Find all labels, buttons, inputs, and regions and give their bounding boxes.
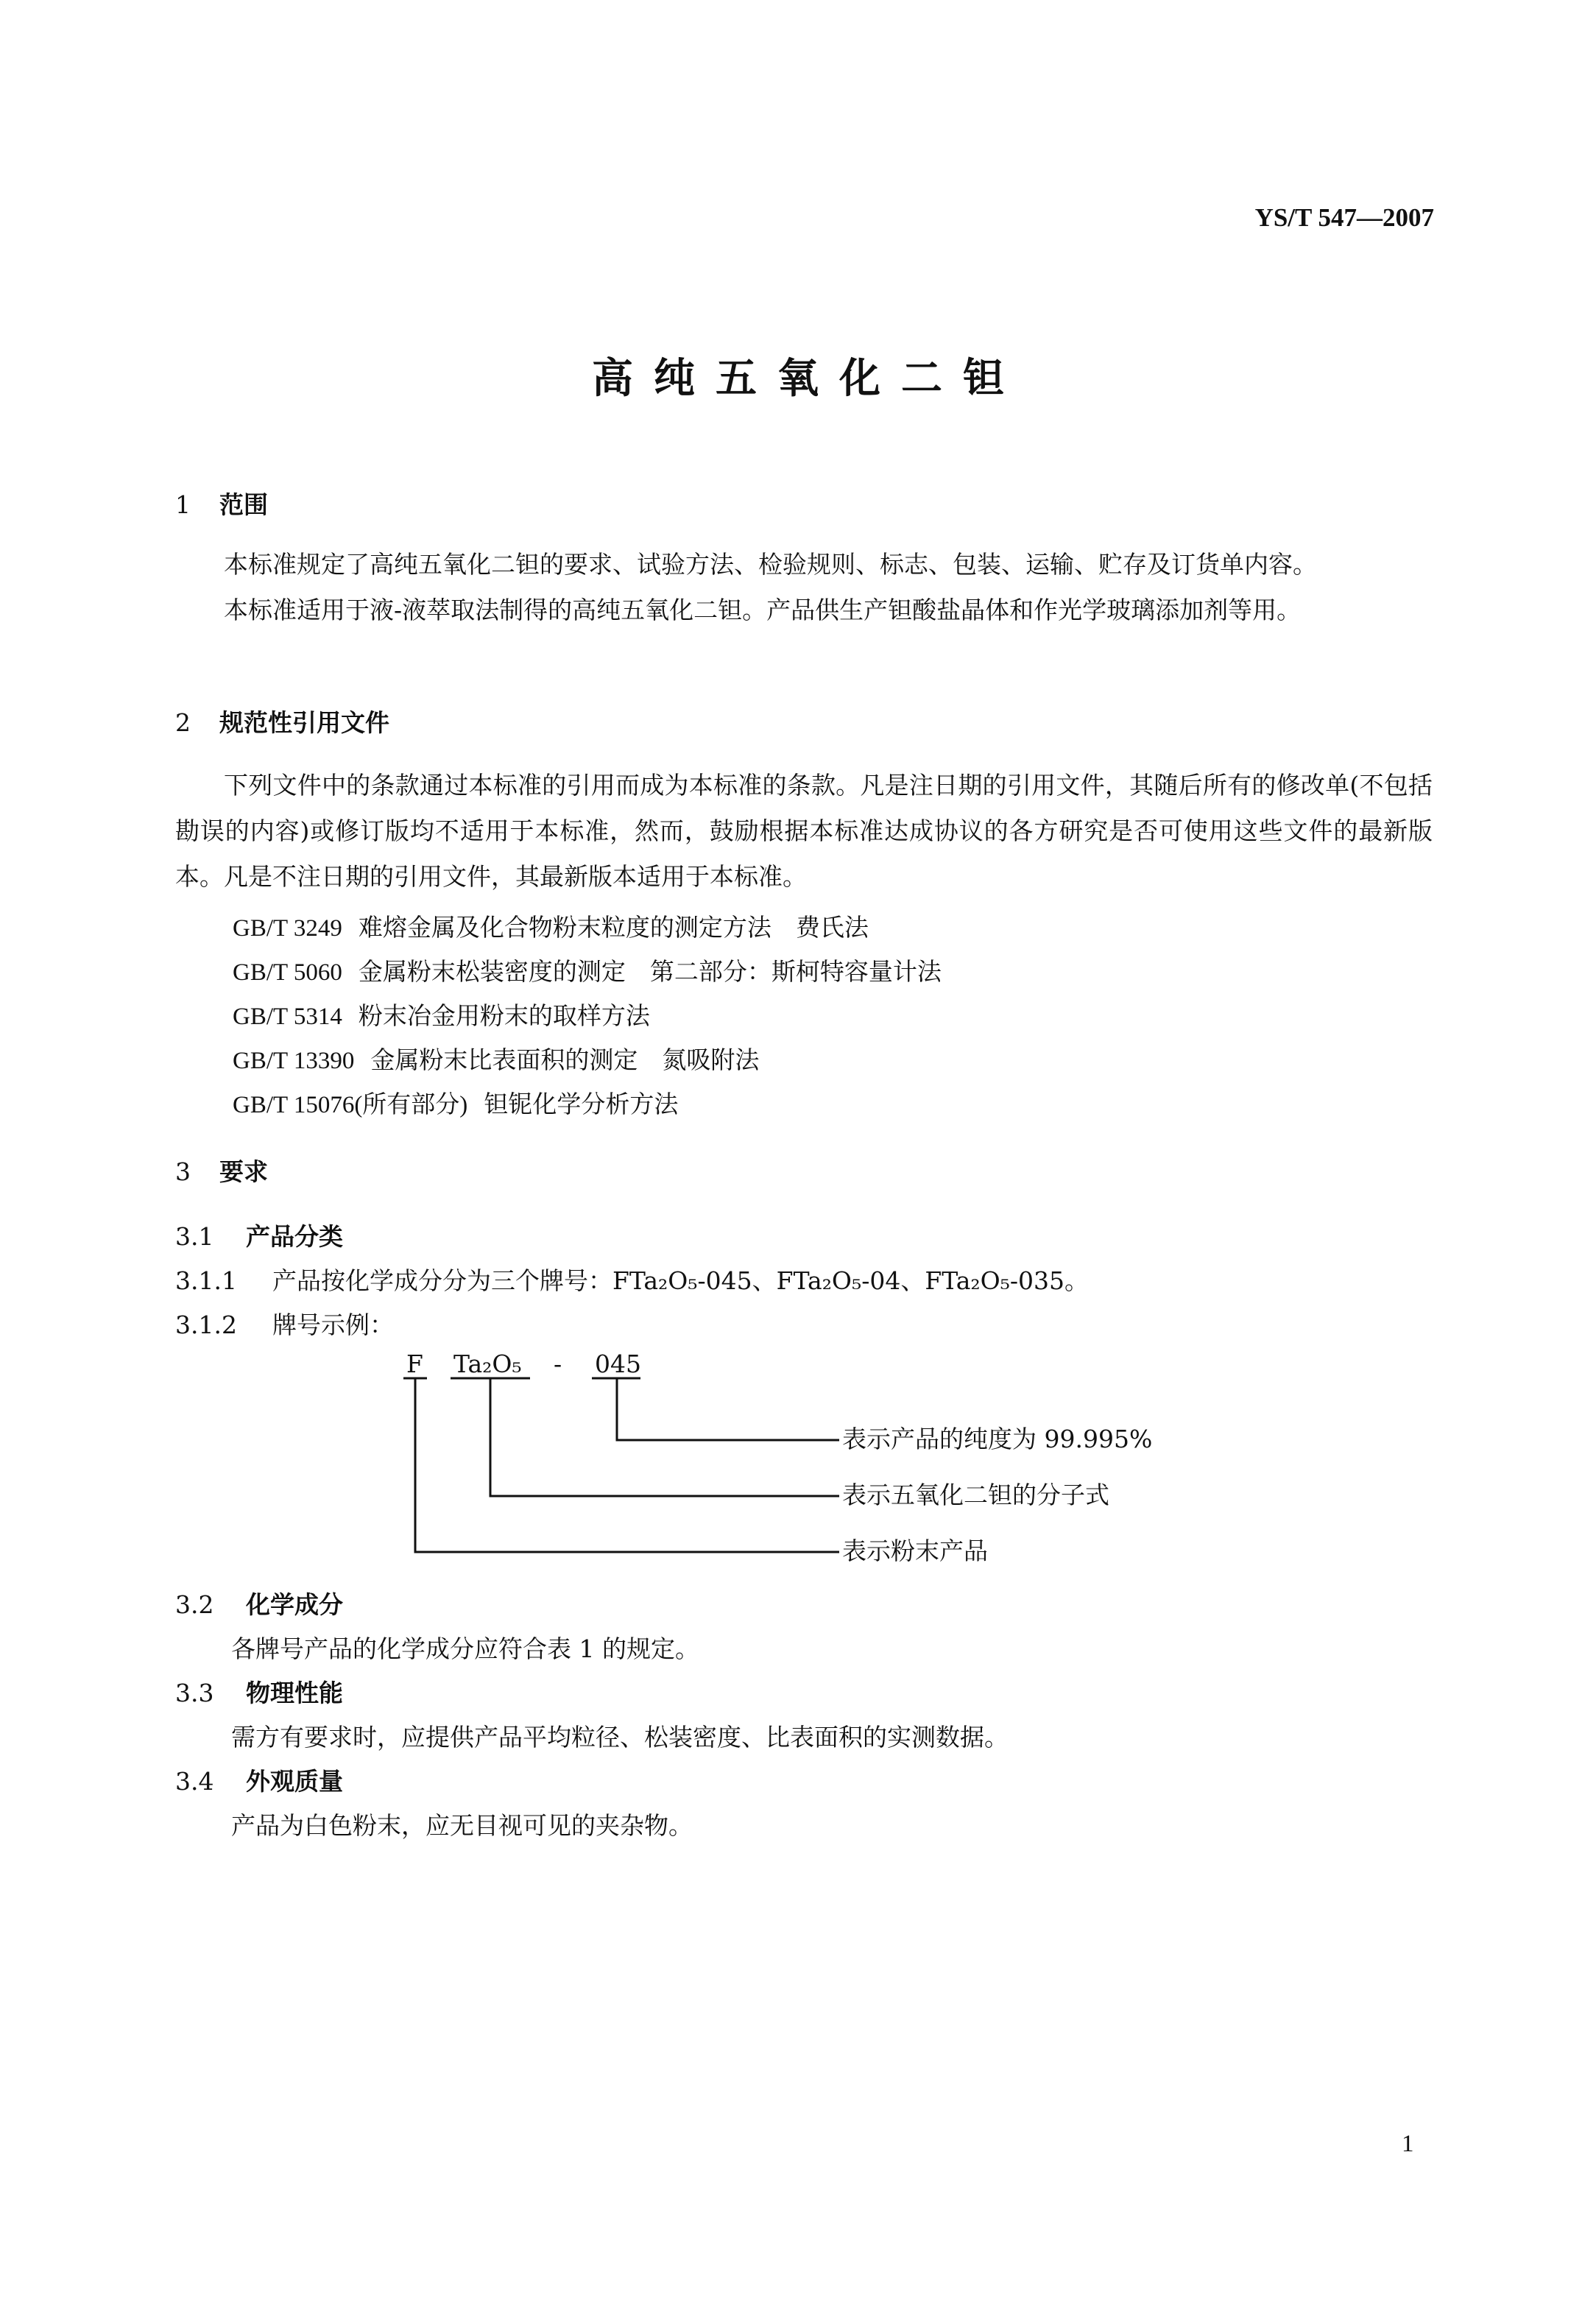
reference-code: GB/T 5314 — [233, 1003, 342, 1030]
powder-label: 表示粉末产品 — [842, 1537, 988, 1565]
clause-text: 产品按化学成分分为三个牌号：FTa₂O₅-045、FTa₂O₅-04、FTa₂O₅-035。 — [272, 1266, 1090, 1295]
clause-text: 牌号示例： — [272, 1310, 394, 1339]
reference-title: 粉末冶金用粉末的取样方法 — [358, 1001, 650, 1030]
subsection-title: 产品分类 — [246, 1222, 343, 1251]
leader-line-grade — [617, 1378, 839, 1440]
reference-code: GB/T 5060 — [233, 959, 342, 986]
reference-item — [233, 1085, 678, 1120]
reference-code: GB/T 15076(所有部分) — [233, 1092, 468, 1118]
reference-title: 难熔金属及化合物粉末粒度的测定方法 费氏法 — [358, 913, 869, 942]
formula-label: 表示五氧化二钽的分子式 — [842, 1481, 1109, 1509]
section-1-body — [175, 542, 1433, 633]
subsection-3-1-heading — [175, 1218, 343, 1252]
paragraph: 下列文件中的条款通过本标准的引用而成为本标准的条款。凡是注日期的引用文件，其随后所有的修改单(不包括勘误的内容)或修订版均不适用于本标准，然而，鼓励根据本标准达成协议的各方研究是否可使用这些文件的最新版本。凡是不注日期的引用文件，其最新版本适用于本标准。 — [175, 771, 1433, 891]
subsection-title: 外观质量 — [246, 1767, 343, 1796]
reference-code: GB/T 13390 — [233, 1048, 355, 1074]
subsection-3-4-text: 产品为白色粉末，应无目视可见的夹杂物。 — [231, 1811, 693, 1840]
subsection-3-4-heading — [175, 1763, 343, 1797]
section-number: 1 — [175, 490, 191, 519]
leader-line-f — [415, 1378, 839, 1552]
clause-3-1-2 — [175, 1306, 394, 1341]
brand-part-grade: 045 — [595, 1350, 641, 1378]
subsection-3-3-text: 需方有要求时，应提供产品平均粒径、松装密度、比表面积的实测数据。 — [231, 1723, 1009, 1752]
section-3-heading — [175, 1153, 268, 1188]
brand-designation-diagram — [398, 1346, 1251, 1581]
reference-code: GB/T 3249 — [233, 915, 342, 942]
subsection-3-2-heading — [175, 1586, 343, 1620]
subsection-number: 3.3 — [175, 1679, 214, 1707]
page-number: 1 — [1402, 2131, 1414, 2157]
section-2-body — [175, 763, 1433, 900]
subsection-3-3-heading — [175, 1674, 343, 1709]
reference-item — [233, 1041, 759, 1076]
reference-item — [233, 909, 869, 943]
section-2-heading — [175, 704, 389, 738]
subsection-title: 化学成分 — [246, 1590, 343, 1619]
reference-item — [233, 953, 942, 987]
clause-number: 3.1.1 — [175, 1266, 237, 1295]
reference-title: 金属粉末松装密度的测定 第二部分：斯柯特容量计法 — [358, 957, 942, 986]
section-number: 2 — [175, 708, 191, 737]
reference-title: 金属粉末比表面积的测定 氮吸附法 — [370, 1045, 760, 1074]
subsection-number: 3.4 — [175, 1767, 214, 1796]
subsection-title: 物理性能 — [246, 1679, 343, 1707]
subsection-number: 3.2 — [175, 1590, 214, 1619]
paragraph: 本标准适用于液-液萃取法制得的高纯五氧化二钽。产品供生产钽酸盐晶体和作光学玻璃添加剂等用。 — [224, 596, 1302, 624]
section-number: 3 — [175, 1157, 191, 1186]
section-1-heading — [175, 486, 268, 521]
paragraph: 本标准规定了高纯五氧化二钽的要求、试验方法、检验规则、标志、包装、运输、贮存及订货单内容。 — [224, 550, 1317, 579]
brand-part-f: F — [406, 1350, 423, 1378]
purity-label: 表示产品的纯度为 99.995% — [842, 1425, 1153, 1453]
section-title: 要求 — [219, 1157, 268, 1186]
reference-item — [233, 997, 650, 1031]
subsection-number: 3.1 — [175, 1222, 214, 1251]
clause-number: 3.1.2 — [175, 1310, 237, 1339]
reference-title: 钽铌化学分析方法 — [484, 1090, 679, 1118]
section-title: 规范性引用文件 — [219, 708, 389, 737]
clause-3-1-1 — [175, 1262, 1089, 1297]
subsection-3-2-text: 各牌号产品的化学成分应符合表 1 的规定。 — [231, 1634, 699, 1663]
leader-line-formula — [490, 1378, 839, 1496]
section-title: 范围 — [219, 490, 268, 519]
brand-part-formula: Ta₂O₅ — [453, 1350, 522, 1378]
document-title: 高纯五氧化二钽 — [592, 354, 1025, 403]
standard-code: YS/T 547—2007 — [1254, 203, 1434, 232]
brand-part-dash: - — [554, 1350, 562, 1378]
